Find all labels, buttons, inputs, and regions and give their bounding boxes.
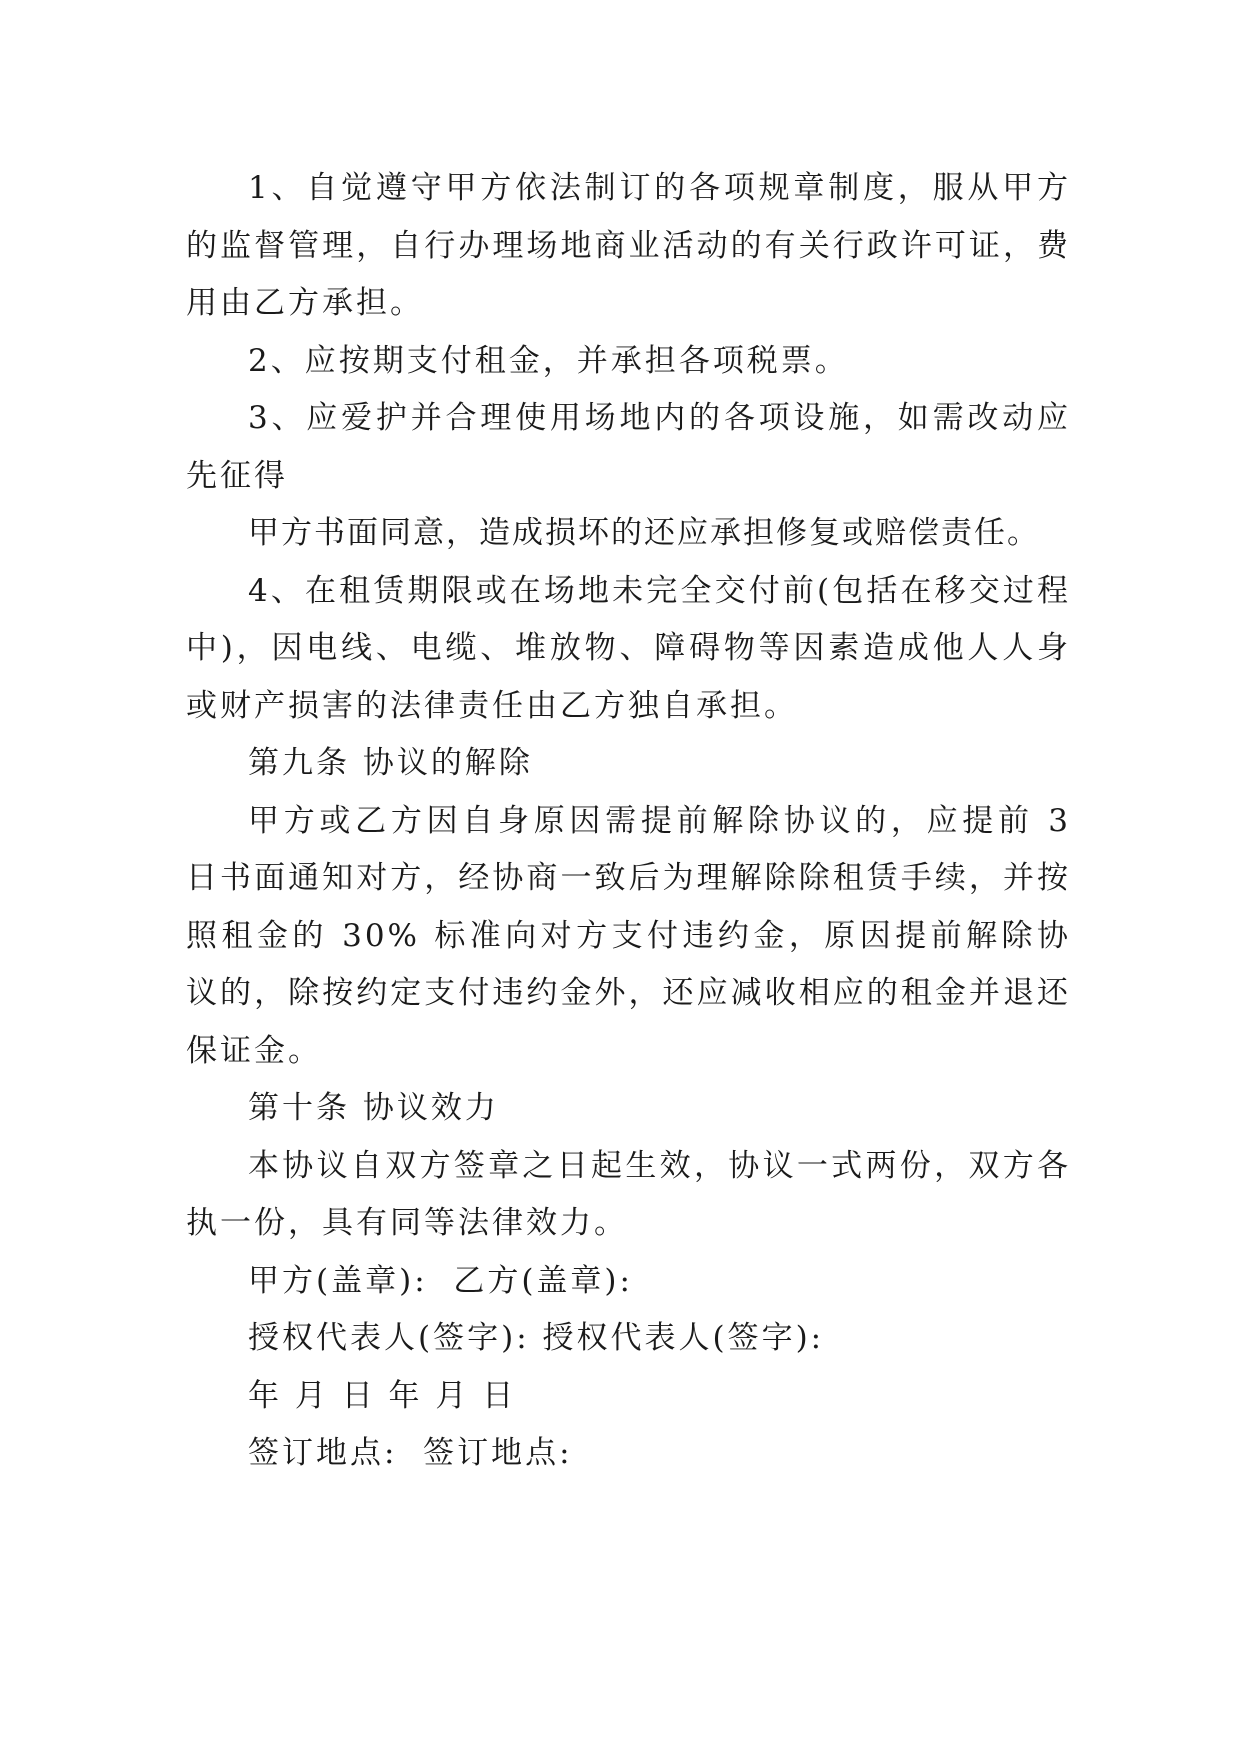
clause-paragraph-1: 1、自觉遵守甲方依法制订的各项规章制度，服从甲方的监督管理，自行办理场地商业活动的有关行政许可证，费用由乙方承担。 [186, 170, 1071, 321]
signing-place-line: 签订地点: 签订地点: [248, 1435, 573, 1471]
document-body [186, 160, 1071, 1483]
article-9-heading: 第九条 协议的解除 [248, 745, 533, 781]
clause-paragraph-2: 2、应按期支付租金，并承担各项税票。 [248, 342, 849, 379]
representative-signature-line: 授权代表人(签字): 授权代表人(签字): [248, 1320, 825, 1356]
date-line: 年 月 日 年 月 日 [248, 1377, 517, 1414]
clause-paragraph-4: 4、在租赁期限或在场地未完全交付前(包括在移交过程中)，因电线、电缆、堆放物、障碍物等因素造成他人人身或财产损害的法律责任由乙方独自承担。 [186, 572, 1071, 724]
effectiveness-paragraph: 本协议自双方签章之日起生效，协议一式两份，双方各执一份，具有同等法律效力。 [186, 1147, 1071, 1241]
termination-paragraph: 甲方或乙方因自身原因需提前解除协议的，应提前 3 日书面通知对方，经协商一致后为理解除除租赁手续，并按照租金的 30% 标准向对方支付违约金，原因提前解除协议的，除按约定支付违约金外，还应减收相应的租金并退还保证金。 [186, 802, 1071, 1069]
clause-paragraph-3: 3、应爱护并合理使用场地内的各项设施，如需改动应先征得 [186, 400, 1071, 494]
article-10-heading: 第十条 协议效力 [248, 1090, 499, 1126]
seal-line: 甲方(盖章): 乙方(盖章): [248, 1262, 633, 1299]
clause-paragraph-3-continued: 甲方书面同意，造成损坏的还应承担修复或赔偿责任。 [248, 515, 1040, 551]
